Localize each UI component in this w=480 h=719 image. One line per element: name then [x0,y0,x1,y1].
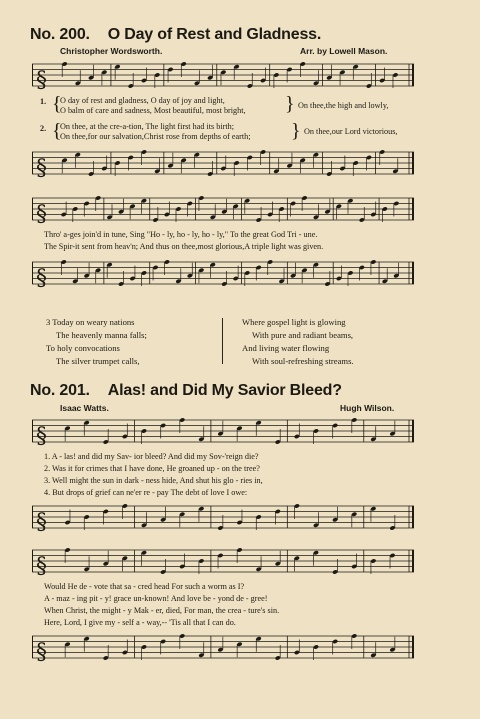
stanza-3-left [46,316,147,368]
stanza-line: Where gospel light is glowing [242,317,346,327]
brace: { [52,120,62,142]
clef-icon: § [36,202,47,226]
stanza-line: 3 Today on weary nations [46,317,135,327]
hymn-200-author: Christopher Wordsworth. [60,46,163,56]
lyric-line: Thro' a-ges join'd in tune, Sing "Ho - ly, ho - ly, ho - ly," To the great God Tri - une. [44,230,318,239]
lyric-line: Here, Lord, I give my - self a - way,-- 'Tis all that I can do. [44,618,236,627]
clef-icon: § [36,554,47,578]
clef-icon: § [36,156,47,180]
brace: } [285,93,295,115]
brace: { [52,93,62,115]
stanza-3-right [242,316,354,368]
lyric-line: 1. A - las! and did my Sav- ior bleed? And did my Sov-'reign die? [44,452,259,461]
lyric-line: When Christ, the might - y Mak - er, died, For man, the crea - ture's sin. [44,606,280,615]
clef-icon: § [36,266,47,290]
staff-treble-200-1 [32,58,414,92]
lyric-line: On thee,for our salvation,Christ rose from depths of earth; [60,132,251,141]
staff-bass-201-2 [32,630,414,664]
staff-bass-200-2 [32,256,414,290]
staff-treble-201-1 [32,414,414,448]
lyric-line: A - maz - ing pit - y! grace un-known! And love be - yond de - gree! [44,594,268,603]
stanza-divider [222,318,223,364]
verse-number: 1. [40,97,47,106]
hymn-201-author: Isaac Watts. [60,403,109,413]
stanza-line: And living water flowing [242,343,330,353]
lyric-line: O balm of care and sadness, Most beautiful, most bright, [60,106,246,115]
staff-treble-200-2 [32,192,414,226]
brace: } [291,120,301,142]
lyric-line: Would He de - vote that sa - cred head For such a worm as I? [44,582,245,591]
staff-treble-201-2 [32,544,414,578]
hymn-201-composer: Hugh Wilson. [340,403,395,413]
lyric-line: The Spir-it sent from heav'n; And thus on thee,most glorious,A triple light was given. [44,242,324,251]
hymn-200-arranger: Arr. by Lowell Mason. [300,46,388,56]
lyric-line: 4. But drops of grief can ne'er re - pay The debt of love I owe: [44,488,248,497]
hymn-201-name: Alas! and Did My Savior Bleed? [107,382,342,399]
hymn-200-title [30,26,321,44]
stanza-line: The silver trumpet calls, [56,356,140,366]
stanza-line: With pure and radiant beams, [252,330,354,340]
stanza-line: With soul-refreshing streams. [252,356,354,366]
clef-icon: § [36,510,47,534]
lyric-line: 3. Well might the sun in dark - ness hide, And shut his glo - ries in, [44,476,263,485]
clef-icon: § [36,424,47,448]
lyric-line: On thee, at the cre-a-tion, The light first had its birth; [60,122,235,131]
verse-number: 2. [40,124,47,133]
clef-icon: § [36,640,47,664]
stanza-line: To holy convocations [46,343,120,353]
staff-bass-200-1 [32,146,414,180]
hymn-200-name: O Day of Rest and Gladness. [107,26,322,43]
hymn-200-number: No. 200. [30,26,90,43]
hymn-201-title [30,382,342,400]
clef-icon: § [36,68,47,92]
stanza-line: The heavenly manna falls; [56,330,147,340]
refrain-line: On thee,the high and lowly, [298,101,389,110]
lyric-line: O day of rest and gladness, O day of joy and light, [60,96,225,105]
lyric-line: 2. Was it for crimes that I have done, He groaned up - on the tree? [44,464,260,473]
hymn-201-number: No. 201. [30,382,90,399]
staff-bass-201-1 [32,500,414,534]
refrain-line: On thee,our Lord victorious, [304,127,398,136]
